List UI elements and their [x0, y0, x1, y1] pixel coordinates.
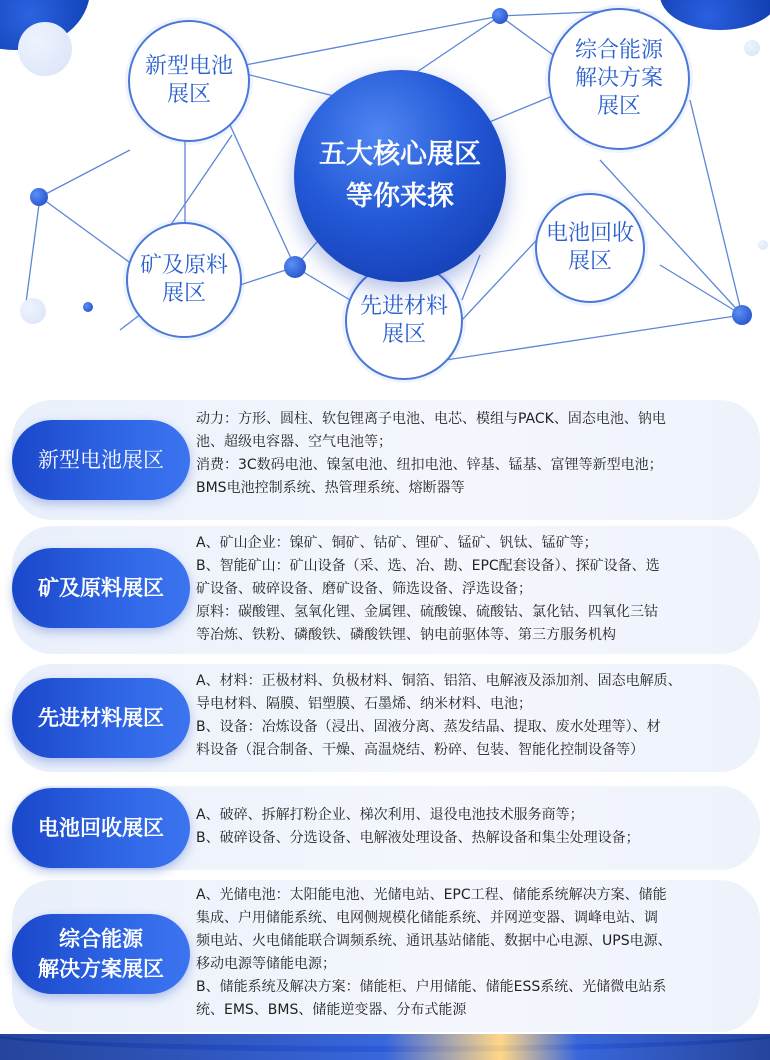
node-mineral-zone [126, 222, 242, 338]
zone-title: 先进材料展区 [38, 706, 164, 730]
zone-network [0, 0, 770, 380]
node-material-label: 先进材料 展区 [359, 294, 448, 347]
network-dot [284, 256, 306, 278]
desc-line: B、智能矿山：矿山设备（采、选、冶、勘、EPC配套设备）、探矿设备、选 [196, 558, 660, 574]
zone-pill [12, 788, 190, 868]
desc-line: A、材料：正极材料、负极材料、铜箔、铝箔、电解液及添加剂、固态电解质、 [196, 673, 682, 689]
zone-pill [12, 548, 190, 628]
desc-line: 等冶炼、铁粉、磷酸铁、磷酸铁锂、钠电前驱体等、第三方服务机构 [196, 627, 616, 643]
desc-line: A、矿山企业：镍矿、铜矿、钴矿、锂矿、锰矿、钒钛、锰矿等； [196, 535, 598, 551]
desc-line: 移动电源等储能电源； [196, 956, 336, 972]
zone-section-material [12, 664, 760, 772]
desc-line: A、破碎、拆解打粉企业、梯次利用、退役电池技术服务商等； [196, 807, 584, 823]
desc-line: 原料：碳酸锂、氢氧化锂、金属锂、硫酸镍、硫酸钴、氯化钴、四氧化三钴 [196, 604, 658, 620]
node-recycle-zone [535, 193, 645, 303]
desc-line: 动力：方形、圆柱、软包锂离子电池、电芯、模组与PACK、固态电池、钠电 [196, 411, 666, 427]
node-energy-label: 综合能源 解决方案 展区 [574, 38, 663, 119]
desc-line: 池、超级电容器、空气电池等； [196, 434, 392, 450]
desc-line: 料设备（混合制备、干燥、高温烧结、粉碎、包装、智能化控制设备等） [196, 742, 644, 758]
zone-description [196, 884, 742, 1022]
node-battery-zone [128, 20, 250, 142]
zone-title: 矿及原料展区 [38, 576, 164, 600]
zone-title: 新型电池展区 [38, 448, 164, 472]
decor-footer-band [0, 1034, 770, 1060]
node-battery-label: 新型电池 展区 [144, 54, 233, 107]
zone-pill [12, 420, 190, 500]
decor-bubble [18, 22, 72, 76]
zone-section-battery [12, 400, 760, 520]
zone-section-mineral [12, 526, 760, 654]
desc-line: B、破碎设备、分选设备、电解液处理设备、热解设备和集尘处理设备； [196, 830, 640, 846]
desc-line: A、光储电池：太阳能电池、光储电站、EPC工程、储能系统解决方案、储能 [196, 887, 667, 903]
desc-line: B、储能系统及解决方案：储能柜、户用储能、储能ESS系统、光储微电站系 [196, 979, 667, 995]
hub-circle [294, 70, 506, 282]
hub-title-line2: 等你来探 [346, 181, 454, 212]
zone-section-energy [12, 880, 760, 1032]
zone-pill [12, 914, 190, 994]
zone-description [196, 532, 742, 647]
desc-line: 消费：3C数码电池、镍氢电池、纽扣电池、锌基、锰基、富锂等新型电池； [196, 457, 663, 473]
zone-title: 电池回收展区 [38, 816, 164, 840]
node-mineral-label: 矿及原料 展区 [139, 253, 228, 306]
zone-title: 综合能源 解决方案展区 [38, 927, 164, 981]
decor-bubble [744, 40, 760, 56]
zone-description [196, 408, 742, 500]
desc-line: 导电材料、隔膜、铝塑膜、石墨烯、纳米材料、电池； [196, 696, 532, 712]
decor-bubble [20, 298, 46, 324]
node-energy-zone [548, 8, 690, 150]
zone-pill [12, 678, 190, 758]
network-dot [30, 188, 48, 206]
hub-title-line1: 五大核心展区 [319, 139, 481, 170]
desc-line: B、设备：冶炼设备（浸出、固液分离、蒸发结晶、提取、废水处理等）、材 [196, 719, 661, 735]
zone-description [196, 670, 742, 762]
network-dot [83, 302, 93, 312]
zone-description [196, 804, 742, 850]
desc-line: 矿设备、破碎设备、磨矿设备、筛选设备、浮选设备； [196, 581, 532, 597]
network-dot [732, 305, 752, 325]
desc-line: 集成、户用储能系统、电网侧规模化储能系统、并网逆变器、调峰电站、调 [196, 910, 658, 926]
desc-line: 频电站、火电储能联合调频系统、通讯基站储能、数据中心电源、UPS电源、 [196, 933, 672, 949]
desc-line: 统、EMS、BMS、储能逆变器、分布式能源 [196, 1002, 467, 1018]
zone-section-recycle [12, 786, 760, 870]
desc-line: BMS电池控制系统、热管理系统、熔断器等 [196, 480, 465, 496]
decor-bubble [758, 240, 768, 250]
network-dot [492, 8, 508, 24]
node-recycle-label: 电池回收 展区 [545, 221, 634, 274]
